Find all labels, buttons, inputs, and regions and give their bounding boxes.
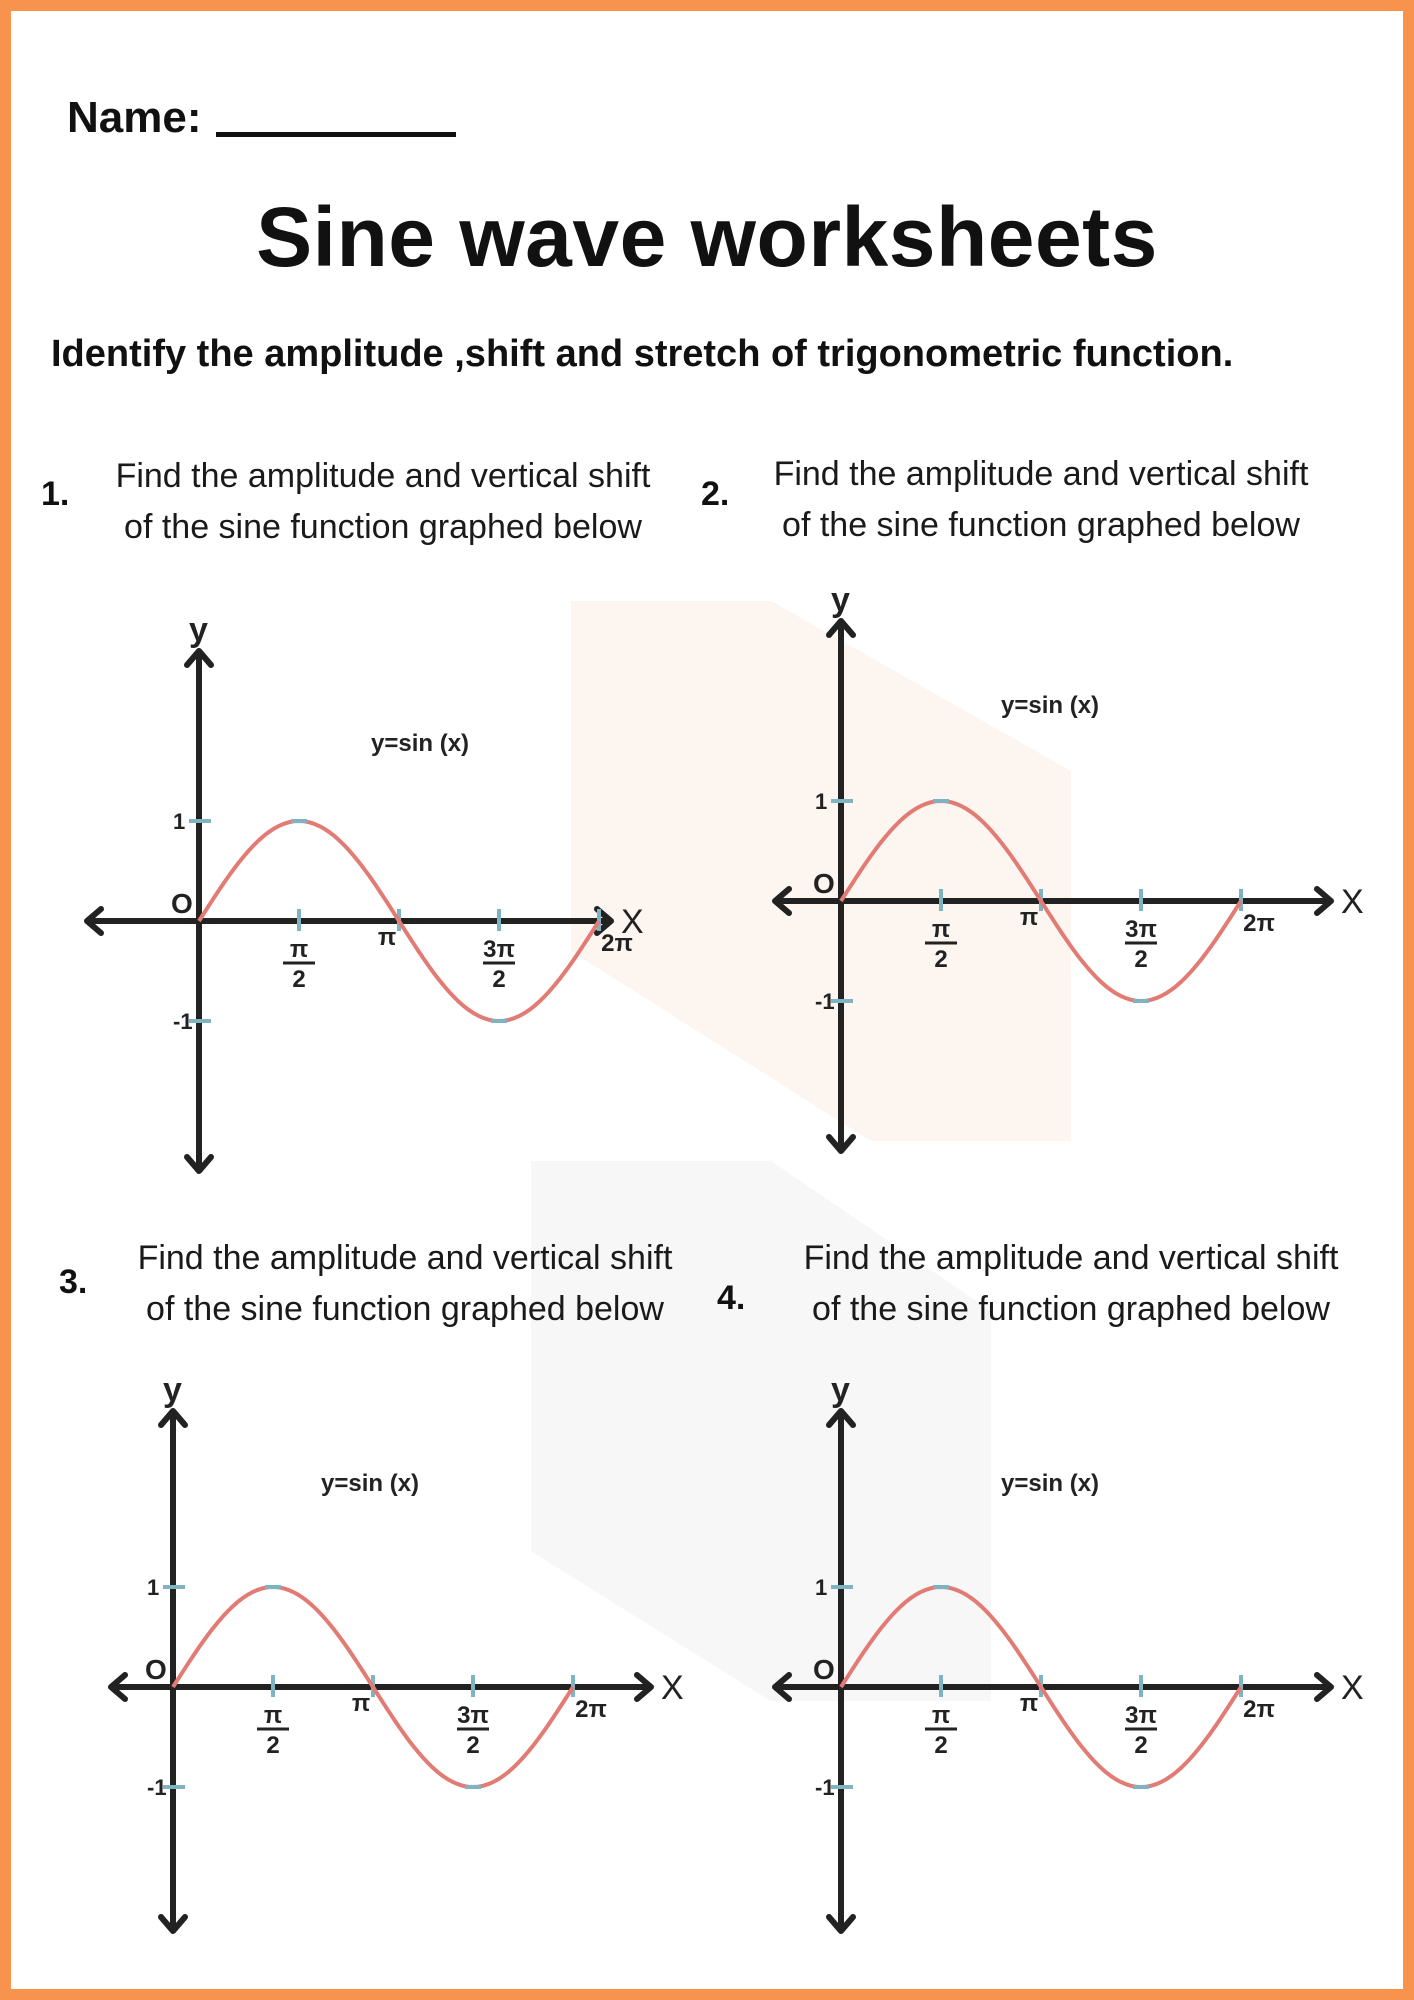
- x-tick-numerator: 3π: [483, 936, 515, 963]
- question-2-number: 2.: [701, 475, 730, 513]
- question-2-line-2: of the sine function graphed below: [782, 506, 1300, 544]
- worksheet-instruction: Identify the amplitude ,shift and stretch of trigonometric function.: [51, 333, 1234, 375]
- equation-label: y=sin (x): [1001, 1470, 1100, 1497]
- y-tick-label: -1: [815, 1775, 835, 1800]
- origin-label: O: [145, 1654, 167, 1685]
- x-tick-label: 2π: [575, 1696, 607, 1723]
- question-1-line-1: Find the amplitude and vertical shift: [115, 457, 651, 495]
- x-axis-label: X: [661, 1669, 684, 1707]
- x-tick-numerator: 3π: [457, 1702, 489, 1729]
- name-label: Name:: [67, 93, 202, 142]
- x-tick-label: 2π: [601, 930, 633, 957]
- worksheet-title: Sine wave worksheets: [256, 190, 1158, 284]
- question-3-text: [105, 1233, 705, 1335]
- x-tick-numerator: 3π: [1125, 916, 1157, 943]
- question-1-number: 1.: [41, 475, 70, 513]
- x-tick-denominator: 2: [1134, 1732, 1148, 1759]
- x-tick-numerator: π: [931, 1702, 951, 1729]
- question-4-text: [771, 1233, 1371, 1335]
- x-axis-label: X: [1341, 883, 1364, 921]
- name-blank-field[interactable]: [216, 132, 456, 137]
- x-tick-denominator: 2: [266, 1732, 280, 1759]
- x-tick-label: π: [351, 1690, 371, 1717]
- x-tick-label: π: [377, 924, 397, 951]
- question-3-line-1: Find the amplitude and vertical shift: [137, 1239, 673, 1277]
- question-3-number: 3.: [59, 1263, 88, 1301]
- question-4-line-2: of the sine function graphed below: [812, 1290, 1330, 1328]
- x-tick-denominator: 2: [492, 966, 506, 993]
- question-1-line-2: of the sine function graphed below: [124, 508, 642, 546]
- equation-label: y=sin (x): [1001, 692, 1100, 719]
- equation-label: y=sin (x): [321, 1470, 420, 1497]
- x-tick-numerator: π: [931, 916, 951, 943]
- sine-graph-3: [91, 1381, 731, 1981]
- x-axis-label: X: [621, 903, 644, 941]
- x-tick-label: π: [1019, 904, 1039, 931]
- name-line: [67, 93, 456, 143]
- question-1-text: [83, 451, 683, 553]
- sine-graph-1: [71, 611, 711, 1211]
- x-tick-denominator: 2: [466, 1732, 480, 1759]
- x-tick-numerator: π: [263, 1702, 283, 1729]
- question-3-line-2: of the sine function graphed below: [146, 1290, 664, 1328]
- origin-label: O: [171, 888, 193, 919]
- y-tick-label: -1: [147, 1775, 167, 1800]
- x-tick-numerator: π: [289, 936, 309, 963]
- x-tick-label: 2π: [1243, 910, 1275, 937]
- equation-label: y=sin (x): [371, 730, 470, 757]
- y-axis-label: y: [831, 1381, 850, 1409]
- y-axis-label: y: [189, 611, 208, 649]
- question-2-text: [741, 449, 1341, 551]
- x-tick-denominator: 2: [934, 1732, 948, 1759]
- x-tick-label: π: [1019, 1690, 1039, 1717]
- y-tick-label: -1: [815, 989, 835, 1014]
- x-tick-label: 2π: [1243, 1696, 1275, 1723]
- x-axis-label: X: [1341, 1669, 1364, 1707]
- sine-graph-2: [751, 591, 1391, 1191]
- y-tick-label: 1: [173, 809, 186, 834]
- origin-label: O: [813, 1654, 835, 1685]
- x-tick-denominator: 2: [934, 946, 948, 973]
- x-tick-denominator: 2: [292, 966, 306, 993]
- sine-graph-4: [751, 1381, 1391, 1981]
- y-axis-label: y: [831, 591, 850, 619]
- question-4-line-1: Find the amplitude and vertical shift: [803, 1239, 1339, 1277]
- y-tick-label: -1: [173, 1009, 193, 1034]
- x-tick-numerator: 3π: [1125, 1702, 1157, 1729]
- question-2-line-1: Find the amplitude and vertical shift: [773, 455, 1309, 493]
- question-4-number: 4.: [717, 1279, 746, 1317]
- y-tick-label: 1: [815, 789, 828, 814]
- y-tick-label: 1: [147, 1575, 160, 1600]
- x-tick-denominator: 2: [1134, 946, 1148, 973]
- origin-label: O: [813, 868, 835, 899]
- y-axis-label: y: [163, 1381, 182, 1409]
- y-tick-label: 1: [815, 1575, 828, 1600]
